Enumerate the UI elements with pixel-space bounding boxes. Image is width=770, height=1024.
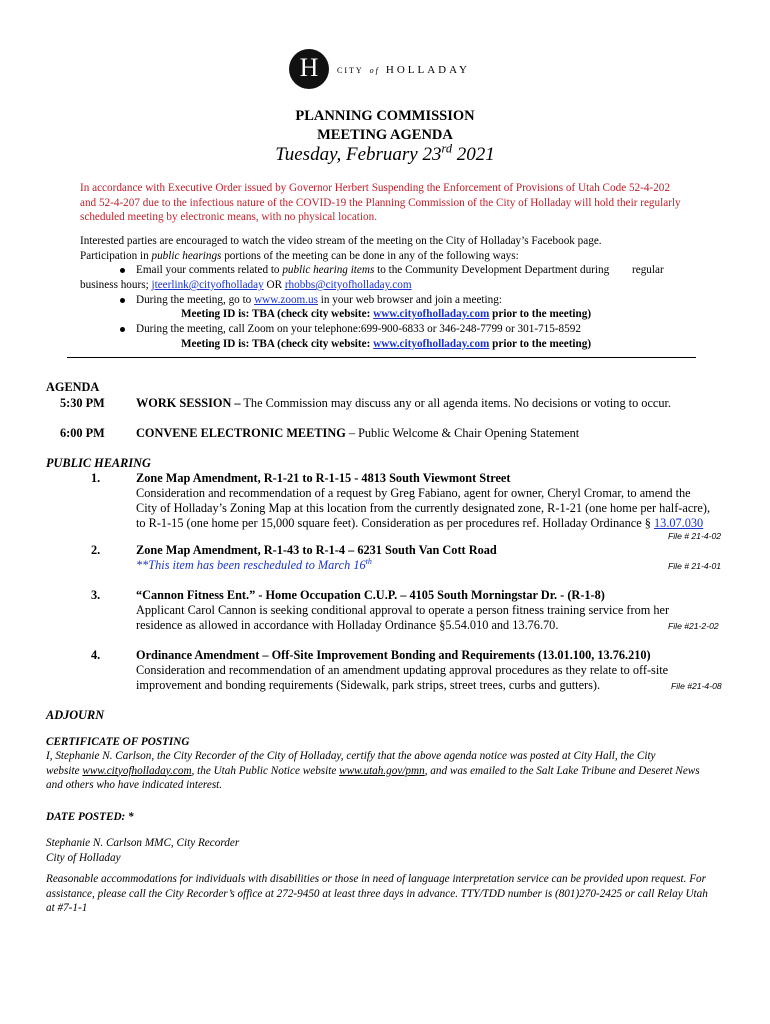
file-number: File # 21-4-01 <box>668 561 722 571</box>
meeting-id-phone: Meeting ID is: TBA (check city website: www.cityofholladay.com prior to the meeting) <box>181 338 592 350</box>
public-hearing-label: PUBLIC HEARING <box>46 456 151 470</box>
bullet-email: Email your comments related to public hearing items to the Community Development Department during <box>136 264 610 276</box>
wordmark-city: CITY <box>337 66 364 75</box>
bullet-icon <box>120 298 125 303</box>
item-number: 1. <box>91 471 101 485</box>
item-title: Zone Map Amendment, R-1-21 to R-1-15 - 4813 South Viewmont Street <box>136 471 511 485</box>
bullet-zoom-web: During the meeting, go to www.zoom.us in your web browser and join a meeting: <box>136 294 502 306</box>
certificate-text: I, Stephanie N. Carlson, the City Recorder of the City of Holladay, certify that the above agenda notice was posted at City Hall, the City website www.cityofholladay.com, the Utah Public Notice website www.utah.gov/pmn, and was emailed to the Salt Lake Tribune and Deseret News and others who have indicated interest. <box>46 750 700 791</box>
work-session-item: WORK SESSION – The Commission may discuss any or all agenda items. No decisions or voting to occur. <box>136 396 672 410</box>
wordmark-holladay: HOLLADAY <box>385 64 470 76</box>
wordmark-of: of <box>369 66 380 75</box>
meeting-id-web: Meeting ID is: TBA (check city website: www.cityofholladay.com prior to the meeting) <box>181 308 592 320</box>
recorder-signature: Stephanie N. Carlson MMC, City Recorder City of Holladay <box>46 837 240 864</box>
agenda-label: AGENDA <box>46 380 100 394</box>
file-number: File #21-4-08 <box>671 681 722 691</box>
ordinance-link[interactable]: 13.07.030 <box>654 516 704 530</box>
item-number: 3. <box>91 588 101 602</box>
file-number: File #21-2-02 <box>668 621 719 631</box>
rescheduled-note: **This item has been rescheduled to March 16th <box>136 556 372 572</box>
email-link-rhobbs[interactable]: rhobbs@cityofholladay.com <box>284 279 412 291</box>
item-title: “Cannon Fitness Ent.” - Home Occupation C.U.P. – 4105 South Morningstar Dr. - (R-1-8) <box>136 588 605 602</box>
adjourn-label: ADJOURN <box>46 708 105 722</box>
logo-monogram: H <box>299 53 319 82</box>
zoom-link[interactable]: www.zoom.us <box>254 294 318 306</box>
page-title <box>0 107 770 145</box>
bullet-email-regular: regular <box>632 264 664 276</box>
intro-text: Interested parties are encouraged to watch the video stream of the meeting on the City of Holladay’s Facebook page. Participation in public hearings portions of the meeting can be done in any of the following ways: <box>80 235 602 262</box>
item-description: Consideration and recommendation of an amendment updating approval procedures as they relate to off-site improvement and bonding requirements (Sidewalk, park strips, street trees, curbs and gutters). <box>136 663 669 692</box>
bullet-icon <box>120 268 125 273</box>
agenda-time-600: 6:00 PM <box>60 426 105 440</box>
bullet-icon <box>120 327 125 332</box>
file-number: File # 21-4-02 <box>668 531 722 541</box>
item-title: Ordinance Amendment – Off-Site Improvement Bonding and Requirements (13.01.100, 13.76.210) <box>136 648 651 662</box>
bullet-zoom-phone: During the meeting, call Zoom on your telephone:699-900-6833 or 346-248-7799 or 301-715-8592 <box>136 323 581 335</box>
item-title: Zone Map Amendment, R-1-43 to R-1-4 – 6231 South Van Cott Road <box>136 543 497 557</box>
certificate-heading: CERTIFICATE OF POSTING <box>46 736 190 748</box>
item-number: 4. <box>91 648 101 662</box>
title-line2: MEETING AGENDA <box>317 127 453 143</box>
city-website-link[interactable]: www.cityofholladay.com <box>373 338 490 350</box>
item-number: 2. <box>91 543 101 557</box>
convene-meeting-item: CONVENE ELECTRONIC MEETING – Public Welcome & Chair Opening Statement <box>136 426 580 440</box>
bullet-email-line2: business hours; jteerlink@cityofholladay OR rhobbs@cityofholladay.com <box>80 279 412 291</box>
item-description: Applicant Carol Cannon is seeking conditional approval to operate a person fitness training service from her residence as allowed in accordance with Holladay Ordinance §5.54.010 and 13.76.70. <box>136 603 670 632</box>
accommodation-notice: Reasonable accommodations for individuals with disabilities or those in need of language interpretation service can be provided upon request. For assistance, please call the City Recorder’s office at 272-9450 at least three days in advance. TTY/TDD number is (801)270-2425 or call Relay Utah at #7-1-1 <box>46 873 708 914</box>
city-website-link[interactable]: www.cityofholladay.com <box>82 764 192 777</box>
city-wordmark <box>337 60 470 78</box>
title-line1: PLANNING COMMISSION <box>295 108 475 124</box>
utah-pmn-link[interactable]: www.utah.gov/pmn <box>339 764 425 777</box>
city-logo <box>289 49 329 89</box>
city-website-link[interactable]: www.cityofholladay.com <box>373 308 490 320</box>
date-posted: DATE POSTED: * <box>46 811 134 823</box>
executive-order-notice: In accordance with Executive Order issued by Governor Herbert Suspending the Enforcement of Provisions of Utah Code 52-4-202 and 52-4-207 due to the infectious nature of the COVID-19 the Planning Commission of the City of Holladay will hold their regularly scheduled meeting by electronic means, with no physical location. <box>80 182 681 223</box>
meeting-date: Tuesday, February 23rd 2021 <box>275 141 495 165</box>
item-description: Consideration and recommendation of a request by Greg Fabiano, agent for owner, Cheryl Cromar, to amend the City of Holladay’s Zoning Map at this location from the currently designated zone, R-1-21 (one home per half-acre), to R-1-15 (one home per 15,000 square feet). Consideration as per procedures ref. Holladay Ordinance § 13.07.030 <box>136 486 711 530</box>
agenda-time-530: 5:30 PM <box>60 396 105 410</box>
section-divider <box>67 357 696 358</box>
email-link-jteerlink[interactable]: jteerlink@cityofholladay <box>151 279 264 291</box>
